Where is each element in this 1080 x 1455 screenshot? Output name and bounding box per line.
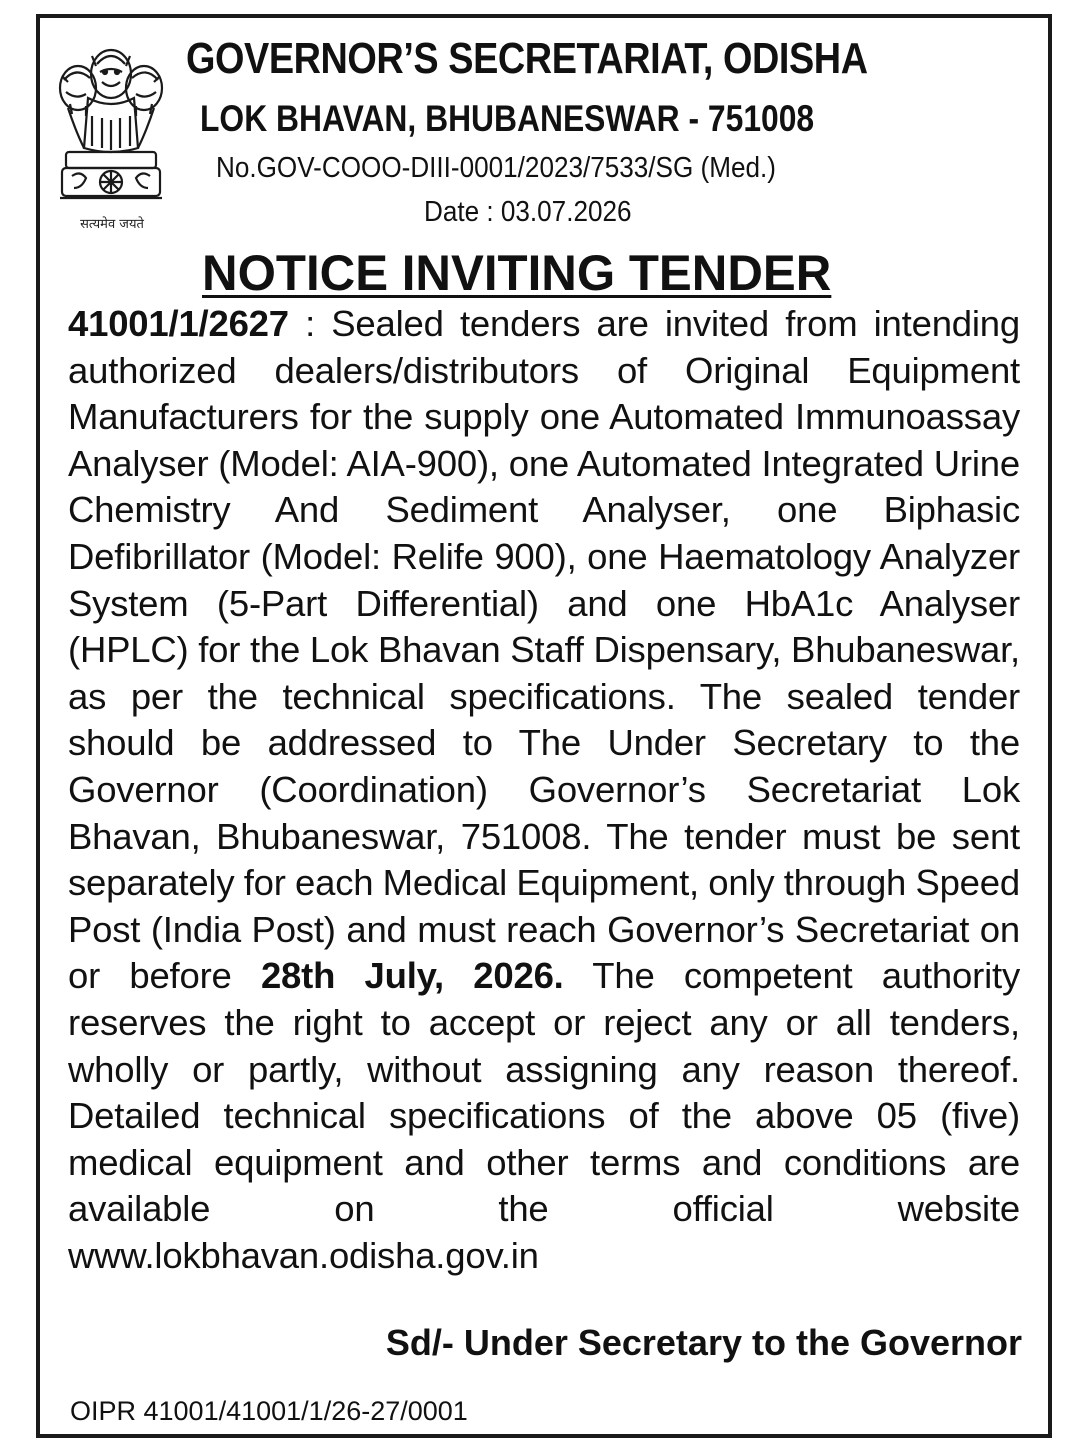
notice-body — [68, 301, 1020, 1279]
body-text-part2: The competent authority reserves the right to accept or reject any or all tenders, wholly or partly, without assigning any reason thereof. Detailed technical specifications of the above 05 (five) medical equipment and other terms and conditions are available on the official website www.lokbhavan.odisha.gov.in — [68, 955, 1020, 1276]
organization-address: LOK BHAVAN, BHUBANESWAR - 751008 — [200, 98, 815, 139]
organization-name: GOVERNOR’S SECRETARIAT, ODISHA — [186, 34, 868, 83]
oipr-number: OIPR 41001/41001/1/26-27/0001 — [70, 1396, 468, 1426]
body-text-part1: Sealed tenders are invited from intending authorized dealers/distributors of Original Equipment Manufacturers for the supply one Automated Immunoassay Analyser (Model: AIA-900), one Automated Integrated Urine Chemistry And Sediment Analyser, one Biphasic Defibrillator (Model: Relife 900), one Haematology Analyzer System (5-Part Differential) and one HbA1c Analyser (HPLC) for the Lok Bhavan Staff Dispensary, Bhubaneswar, as per the technical specifications. The sealed tender should be addressed to The Under Secretary to the Governor (Coordination) Governor’s Secretariat Lok Bhavan, Bhubaneswar, 751008. The tender must be sent separately for each Medical Equipment, only through Speed Post (India Post) and must reach Governor’s Secretariat on or before — [68, 303, 1020, 997]
submission-deadline: 28th July, 2026. — [260, 955, 564, 997]
emblem-motto: सत्यमेव जयते — [80, 217, 144, 232]
reference-number: No.GOV-COOO-DIII-0001/2023/7533/SG (Med.) — [216, 152, 776, 184]
notice-date: Date : 03.07.2026 — [424, 196, 632, 228]
tender-ref-number: 41001/1/2627 — [68, 303, 289, 344]
ref-separator: : — [288, 303, 332, 344]
signature-line: Sd/- Under Secretary to the Governor — [385, 1322, 1022, 1363]
national-emblem-icon — [52, 36, 170, 242]
notice-title: NOTICE INVITING TENDER — [202, 245, 832, 301]
